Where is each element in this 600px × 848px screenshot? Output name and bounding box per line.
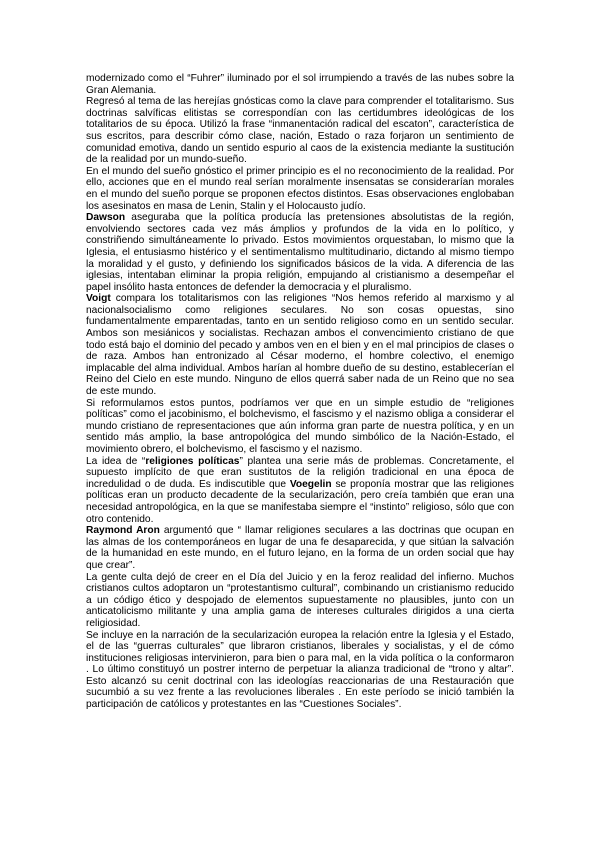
- paragraph: [86, 456, 514, 526]
- bold-term: Voigt: [86, 293, 111, 305]
- text-run: modernizado como el “Fuhrer” iluminado por el sol irrumpiendo a través de las nubes sobre la Gran Alemania.: [86, 73, 514, 96]
- bold-term: Dawson: [86, 212, 126, 224]
- bold-term: Raymond Aron: [86, 525, 160, 537]
- text-run: La gente culta dejó de creer en el Día del Juicio y en la feroz realidad del infierno. Muchos cristianos cultos adoptaron un “protestantismo cultural”, combinando un cristianismo reducido a un código ético y despojado de elementos supuestamente no plausibles, junto con un anticatolicismo militante y una amplia gama de intereses culturales dirigidos a una cierta religiosidad.: [86, 571, 514, 629]
- bold-term: religiones políticas: [145, 455, 240, 467]
- text-run: aseguraba que la política producía las pretensiones absolutistas de la región, envolviendo sectores cada vez más ámplios y profundos de la vida en lo político, y constriñendo simultáneamente lo privado. Estos movimientos orquestaban, lo mismo que la Iglesia, el entusiasmo histérico y el sentimentalismo multitudinario, dictando al mismo tiempo la moralidad y el gusto, y definiendo los significados básicos de la vida. A diferencia de las iglesias, intentaban eliminar la propia religión, empujando al cristianismo a desempeñar el papel insólito hasta entonces de defender la democracia y el pluralismo.: [86, 212, 514, 293]
- paragraph: [86, 630, 514, 711]
- document-body: [86, 73, 514, 711]
- paragraph: [86, 525, 514, 571]
- paragraph: [86, 398, 514, 456]
- paragraph: [86, 73, 514, 96]
- text-run: Si reformulamos estos puntos, podríamos ver que en un simple estudio de “religiones políticas” como el jacobinismo, el bolchevismo, el fascismo y el nazismo obliga a considerar el mundo cristiano de representaciones que aún informa gran parte de nuestra política, y en un sentido más amplio, la base antropológica del mundo simbólico de la Nación-Estado, el movimiento obrero, el bolchevismo, el fascismo y el nazismo.: [86, 397, 514, 455]
- paragraph: [86, 572, 514, 630]
- text-run: se proponía mostrar que las religiones políticas eran un producto decadente de la secularización, pero creía también que eran una necesidad antropológica, en la que se manifestaba siempre el “instinto” religioso, sólo que con otro contenido.: [86, 478, 514, 525]
- text-run: Regresó al tema de las herejías gnósticas como la clave para comprender el totalitarismo. Sus doctrinas salvíficas elitistas se correspondían con las certidumbres ideológicas de los totalitarios de su época. Utilizó la frase “inmanentación radical del escaton”, característica de sus escritos, para describir cómo clase, nación, Estado o raza forjaron un sentimiento de comunidad emotiva, dando un sentido espurio al caos de la existencia mediante la sustitución de la realidad por un mundo-sueño.: [86, 96, 514, 166]
- paragraph: [86, 96, 514, 166]
- text-run: compara los totalitarismos con las religiones “Nos hemos referido al marxismo y al nacionalsocialismo como religiones seculares. No son cosas opuestas, sino fundamentalmente emparentadas, tanto en un sentido religioso como en un sentido secular. Ambos son mesiánicos y socialistas. Rechazan ambos el convencimiento cristiano de que todo está bajo el dominio del pecado y ambos ven en el bien y en el mal principios de clases o de raza. Ambos han entronizado al César moderno, el hombre colectivo, el enemigo implacable del alma individual. Ambos harían al hombre dueño de su destino, establecerían el Reino del Cielo en este mundo. Ninguno de ellos querrá saber nada de un Reino que no sea de este mundo.: [86, 293, 514, 398]
- paragraph: [86, 212, 514, 293]
- text-run: La idea de “: [86, 455, 146, 467]
- paragraph: [86, 293, 514, 397]
- text-run: argumentó que “ llamar religiones seculares a las doctrinas que ocupan en las almas de los contemporáneos en lugar de una fe desaparecida, y que sitúan la salvación de la humanidad en este mundo, en el futuro lejano, en la forma de un orden social que hay que crear”.: [86, 525, 515, 571]
- bold-term: Voegelin: [289, 478, 332, 490]
- text-run: Se incluye en la narración de la secularización europea la relación entre la Iglesia y el Estado, el de las “guerras culturales” que libraron cristianos, liberales y socialistas, y el de cómo instituciones religiosas intervinieron, para bien o para mal, en la vida política o la conformaron . Lo último constituyó un postrer interno de perpetuar la alianza tradicional de “trono y altar”. Esto alcanzó su cenit doctrinal con las ideologías reaccionarias de una Restauración que sucumbió a su vez frente a las revoluciones liberales . En este período se inició también la participación de católicos y protestantes en las “Cuestiones Sociales”.: [86, 629, 514, 711]
- text-run: ” plantea una serie más de problemas. Concretamente, el supuesto implícito de que eran sustitutos de la religión tradicional en una época de incredulidad o de duda. Es indiscutible que: [86, 455, 515, 490]
- paragraph: [86, 166, 514, 212]
- text-run: En el mundo del sueño gnóstico el primer principio es el no reconocimiento de la realidad. Por ello, acciones que en el mundo real serían moralmente insensatas se considerarían morales en el mundo del sueño porque se proponen efectos distintos. Esas observaciones englobaban los asesinatos en masa de Lenin, Stalin y el Holocausto judío.: [86, 165, 514, 212]
